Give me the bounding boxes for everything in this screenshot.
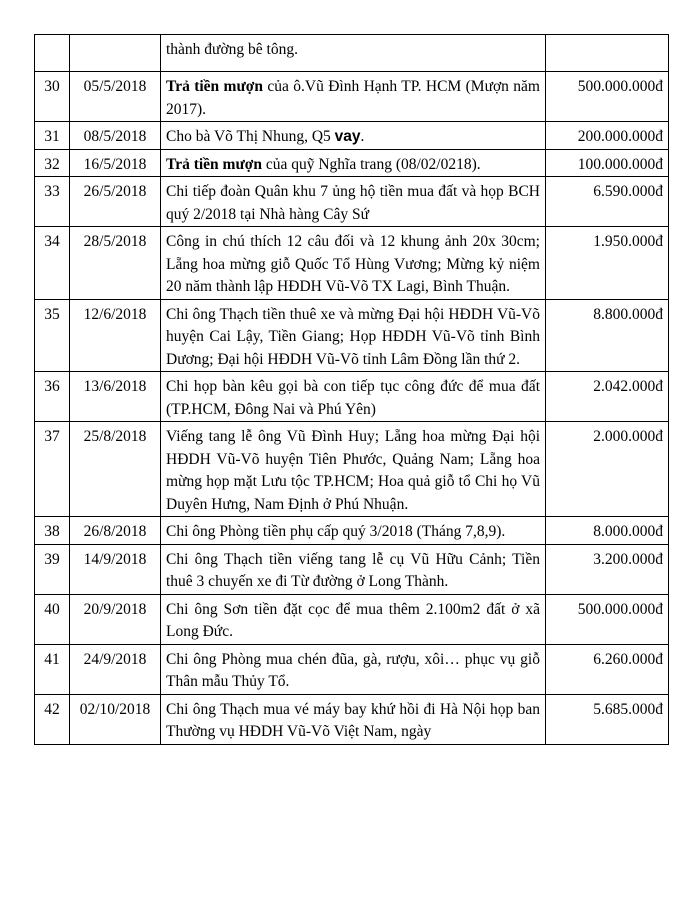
description-cell [161,644,546,694]
description-text: của ô.Vũ Đình Hạnh TP. HCM (Mượn năm 2017). [166,78,540,118]
date-cell: 08/5/2018 [70,122,161,150]
amount-cell: 2.000.000đ [546,422,669,517]
description-text: Cho bà Võ Thị Nhung, Q5 [166,128,335,145]
expense-table [34,34,669,745]
table-row [35,299,669,372]
amount-cell: 200.000.000đ [546,122,669,150]
description-cell [161,177,546,227]
table-row [35,35,669,72]
date-cell: 12/6/2018 [70,299,161,372]
row-number-cell: 35 [35,299,70,372]
description-text: Công in chú thích 12 câu đối và 12 khung ảnh 20x 30cm; Lẵng hoa mừng giỗ Quốc Tổ Hùng Vương; Mừng kỷ niệm 20 năm thành lập HĐDH Vũ-Võ TX Lagi, Bình Thuận. [166,233,540,295]
date-cell: 13/6/2018 [70,372,161,422]
date-cell: 26/5/2018 [70,177,161,227]
date-cell: 25/8/2018 [70,422,161,517]
description-text: Chi ông Thạch mua vé máy bay khứ hồi đi Hà Nội họp ban Thường vụ HĐDH Vũ-Võ Việt Nam, ngày [166,700,540,740]
amount-cell: 6.590.000đ [546,177,669,227]
row-number-cell: 38 [35,517,70,545]
emphasis-text: Trả tiền mượn [166,155,262,173]
row-number-cell: 31 [35,122,70,150]
date-cell: 02/10/2018 [70,694,161,744]
row-number-cell: 39 [35,544,70,594]
date-cell: 14/9/2018 [70,544,161,594]
amount-cell [546,35,669,72]
table-row [35,372,669,422]
amount-cell: 8.000.000đ [546,517,669,545]
description-cell [161,544,546,594]
date-cell: 26/8/2018 [70,517,161,545]
amount-cell: 2.042.000đ [546,372,669,422]
row-number-cell: 32 [35,149,70,177]
table-row [35,177,669,227]
table-row [35,227,669,300]
description-cell [161,422,546,517]
table-row [35,122,669,150]
emphasis-text: vay [334,128,361,145]
emphasis-text: Trả tiền mượn [166,78,263,95]
description-cell [161,122,546,150]
amount-cell: 5.685.000đ [546,694,669,744]
description-cell [161,517,546,545]
table-row [35,422,669,517]
description-cell [161,594,546,644]
row-number-cell [35,35,70,72]
amount-cell: 100.000.000đ [546,149,669,177]
row-number-cell: 33 [35,177,70,227]
description-text: Chi ông Sơn tiền đặt cọc để mua thêm 2.100m2 đất ở xã Long Đức. [166,600,540,640]
row-number-cell: 34 [35,227,70,300]
description-cell [161,299,546,372]
description-cell [161,227,546,300]
table-row [35,517,669,545]
description-cell [161,372,546,422]
description-cell [161,149,546,177]
date-cell [70,35,161,72]
row-number-cell: 41 [35,644,70,694]
row-number-cell: 40 [35,594,70,644]
description-text: của quỹ Nghĩa trang (08/02/0218). [261,155,481,173]
date-cell: 16/5/2018 [70,149,161,177]
date-cell: 05/5/2018 [70,72,161,122]
description-cell [161,72,546,122]
table-row [35,72,669,122]
description-text: Chi ông Phòng mua chén đũa, gà, rượu, xôi… phục vụ giỗ Thân mẫu Thủy Tổ. [166,650,540,690]
row-number-cell: 42 [35,694,70,744]
expense-table-body [35,35,669,745]
description-text: Viếng tang lễ ông Vũ Đình Huy; Lẵng hoa mừng Đại hội HĐDH Vũ-Võ huyện Tiên Phước, Quảng Nam; Lẵng hoa mừng họp mặt Lưu tộc TP.HCM; Hoa quả giỗ tổ Chi họ Vũ Duyên Hưng, Nam Định ở Phú Nhuận. [166,428,540,513]
description-text: . [360,128,365,145]
table-row [35,149,669,177]
description-text: thành đường bê tông. [166,41,298,58]
amount-cell: 8.800.000đ [546,299,669,372]
description-text: Chi tiếp đoàn Quân khu 7 ủng hộ tiền mua đất và họp BCH quý 2/2018 tại Nhà hàng Cây Sứ [166,183,540,223]
amount-cell: 6.260.000đ [546,644,669,694]
row-number-cell: 37 [35,422,70,517]
table-row [35,594,669,644]
amount-cell: 3.200.000đ [546,544,669,594]
description-text: Chi ông Phòng tiền phụ cấp quý 3/2018 (Tháng 7,8,9). [166,523,506,540]
date-cell: 20/9/2018 [70,594,161,644]
table-row [35,694,669,744]
row-number-cell: 30 [35,72,70,122]
description-text: Chi ông Thạch tiền thuê xe và mừng Đại hội HĐDH Vũ-Võ huyện Cai Lậy, Tiền Giang; Họp HĐDH Vũ-Võ tỉnh Bình Dương; Đại hội HĐDH Vũ-Võ tỉnh Lâm Đồng lần thứ 2. [166,305,540,368]
table-row [35,644,669,694]
amount-cell: 1.950.000đ [546,227,669,300]
description-text: Chi họp bàn kêu gọi bà con tiếp tục công đức để mua đất (TP.HCM, Đông Nai và Phú Yên) [166,378,540,418]
amount-cell: 500.000.000đ [546,594,669,644]
row-number-cell: 36 [35,372,70,422]
table-row [35,544,669,594]
date-cell: 24/9/2018 [70,644,161,694]
description-cell [161,35,546,72]
description-text: Chi ông Thạch tiền viếng tang lễ cụ Vũ Hữu Cảnh; Tiền thuê 3 chuyến xe đi Từ đường ở Long Thành. [166,550,540,590]
description-cell [161,694,546,744]
amount-cell: 500.000.000đ [546,72,669,122]
date-cell: 28/5/2018 [70,227,161,300]
